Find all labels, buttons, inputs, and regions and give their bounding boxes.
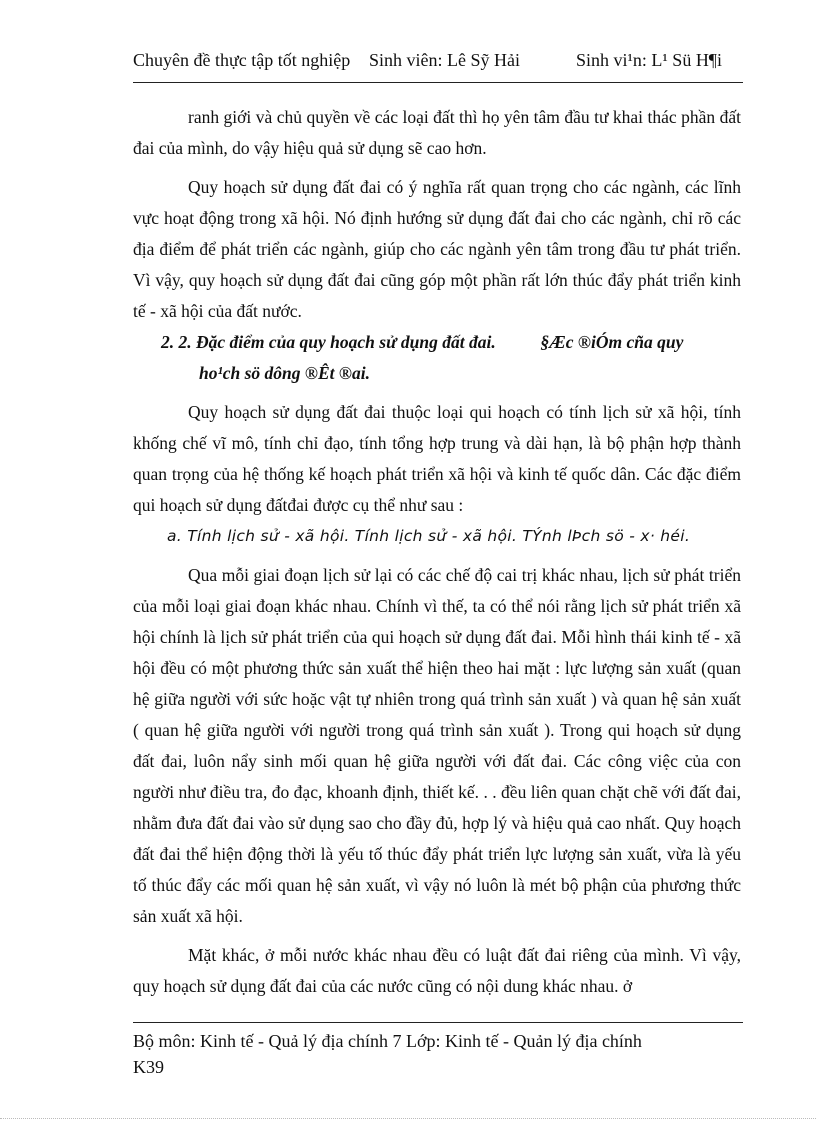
header-left-text: Chuyên đề thực tập tốt nghiệp [133,50,351,70]
header-middle-text: Sinh viên: Lê Sỹ Hải [369,50,520,70]
page-header [133,50,743,78]
paragraph-3: Quy hoạch sử dụng đất đai thuộc loại qui hoạch có tính lịch sử xã hội, tính khống chế vĩ mô, tính chỉ đạo, tính tổng hợp trung và dài hạn, là bộ phận hợp thành quan trọng của hệ thống kế hoạch phát triển xã hội và kinh tế quốc dân. Các đặc điểm qui hoạch sử dụng đấtđai được cụ thể như sau : [133,402,741,515]
page-footer [133,1028,743,1080]
footer-line-1: Bộ môn: Kinh tế - Quả lý địa chính 7 Lớp: Kinh tế - Quản lý địa chính [133,1031,642,1051]
paragraph-1: ranh giới và chủ quyền về các loại đất thì họ yên tâm đầu tư khai thác phần đất đai của mình, do vậy hiệu quả sử dụng sẽ cao hơn. [133,107,741,158]
paragraph-5: Mặt khác, ở mỗi nước khác nhau đều có luật đất đai riêng của mình. Vì vậy, quy hoạch sử dụng đất đai của các nước cũng có nội dung khác nhau. ở [133,945,741,996]
section-heading-garbled-1: §Æc ®iÓm cña quy [540,332,684,352]
header-divider [133,82,743,83]
section-heading-garbled-2: ho¹ch sö dông ®Êt ®ai. [199,363,370,383]
footer-line-2: K39 [133,1057,164,1077]
header-right-text: Sinh vi¹n: L¹ Sü H¶i [576,50,722,70]
section-heading-text: 2. 2. Đặc điểm của quy hoạch sử dụng đất đai. [161,332,496,352]
paragraph-2: Quy hoạch sử dụng đất đai có ý nghĩa rất quan trọng cho các ngành, các lĩnh vực hoạt động trong xã hội. Nó định hướng sử dụng đất đai cho các ngành, chỉ rõ các địa điểm để phát triển các ngành, giúp cho các ngành yên tâm trong đầu tư phát triển. Vì vậy, quy hoạch sử dụng đất đai cũng góp một phần rất lớn thúc đẩy phát triển kinh tế - xã hội của đất nước. [133,177,741,321]
paragraph-4: Qua mỗi giai đoạn lịch sử lại có các chế độ cai trị khác nhau, lịch sử phát triển của mỗi loại giai đoạn khác nhau. Chính vì thế, ta có thể nói rằng lịch sử phát triển xã hội chính là lịch sử phát triển của qui hoạch sử dụng đất đai. Mỗi hình thái kinh tế - xã hội đều có một phương thức sản xuất thể hiện theo hai mặt : lực lượng sản xuất (quan hệ giữa người với sức hoặc vật tự nhiên trong quá trình sản xuất ) và quan hệ sản xuất ( quan hệ giữa người với người trong quá trình sản xuất ). Trong qui hoạch sử dụng đất đai, luôn nẩy sinh mối quan hệ giữa người với đất đai. Các công việc của con người như điều tra, đo đạc, khoanh định, thiết kế. . . đều liên quan chặt chẽ với đất đai, nhằm đưa đất đai vào sử dụng sao cho đầy đủ, hợp lý và hiệu quả cao nhất. Quy hoạch đất đai thể hiện động thời là yếu tố thúc đẩy phát triển lực lượng sản xuất, vừa là yếu tố thúc đẩy các mối quan hệ sản xuất, vì vậy nó luôn là mét bộ phận của phương thức sản xuất xã hội. [133,565,741,926]
page-bottom-border [0,1118,816,1119]
section-heading [133,327,741,389]
document-body [133,102,741,1002]
footer-divider [133,1022,743,1023]
subsection-heading: a. Tính lịch sử - xã hội. Tính lịch sử - xã hội. TÝnh lÞch sö - x· héi. [167,527,691,545]
